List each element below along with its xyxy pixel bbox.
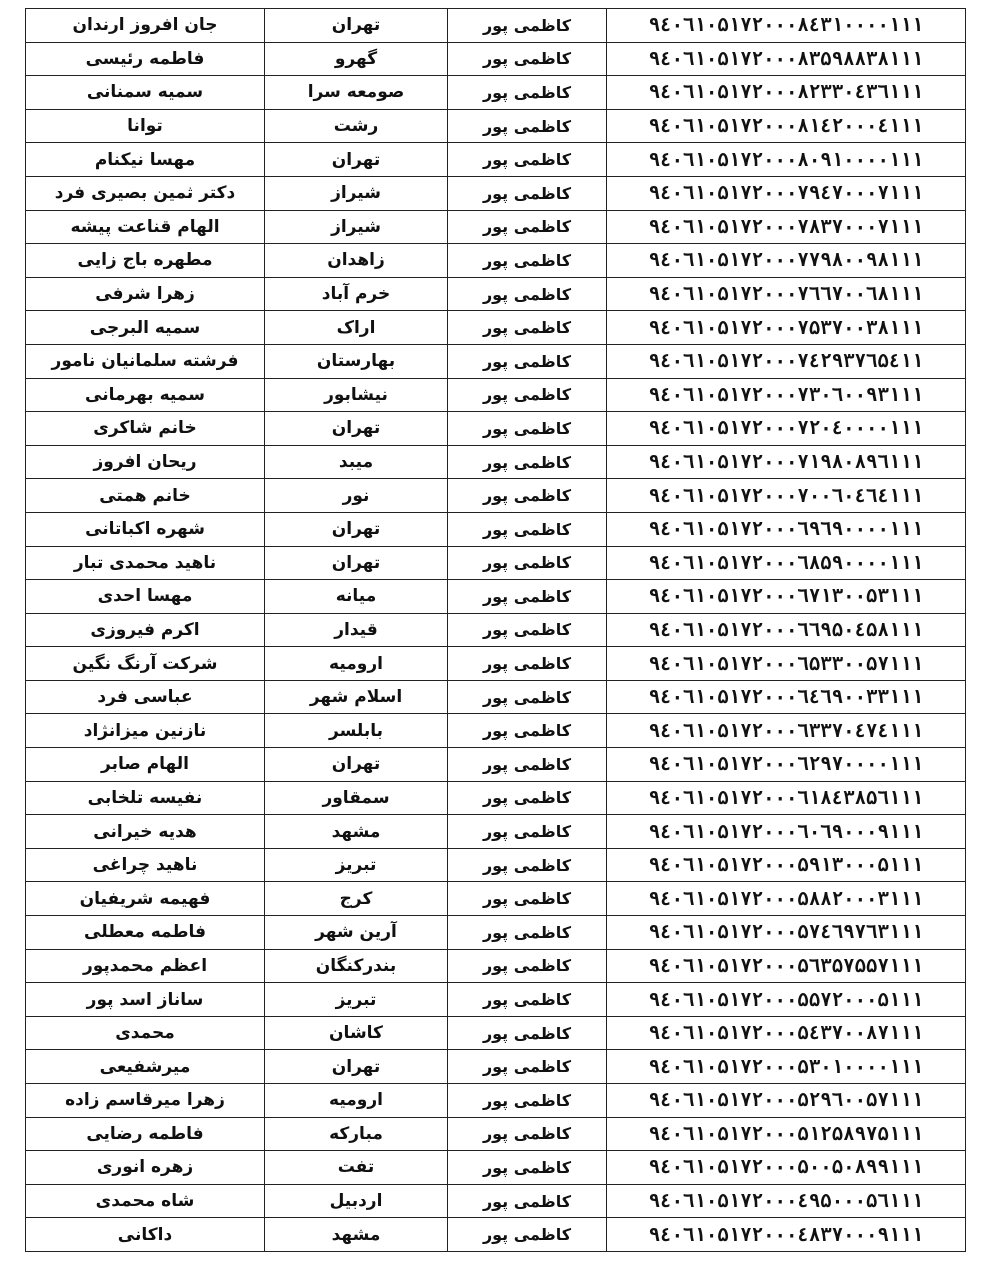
recipient-name-cell: هدیه خیرانی [26,815,265,849]
city-cell: قیدار [265,613,448,647]
shipment-table [25,8,966,1252]
city-cell: صومعه سرا [265,76,448,110]
recipient-name-cell: ریحان افروز [26,445,265,479]
sender-cell: کاظمی پور [448,781,607,815]
table-row [26,1050,966,1084]
city-cell: مبارکه [265,1117,448,1151]
city-cell: بندرکنگان [265,949,448,983]
city-cell: زاهدان [265,244,448,278]
tracking-code-cell: ۹٤۰٦۱۰۵۱۷۲۰۰۰۵۱۲۵۸۹۷۵۱۱۱ [607,1117,966,1151]
city-cell: سمقاور [265,781,448,815]
city-cell: نیشابور [265,378,448,412]
tracking-code-cell: ۹٤۰٦۱۰۵۱۷۲۰۰۰۷٦٦۷۰۰٦۸۱۱۱ [607,277,966,311]
table-row [26,714,966,748]
sender-cell: کاظمی پور [448,9,607,43]
table-row [26,848,966,882]
tracking-code-cell: ۹٤۰٦۱۰۵۱۷۲۰۰۰۸۱٤۲۰۰۰٤۱۱۱ [607,109,966,143]
sender-cell: کاظمی پور [448,613,607,647]
recipient-name-cell: دکتر ثمین بصیری فرد [26,176,265,210]
table-row [26,311,966,345]
sender-cell: کاظمی پور [448,109,607,143]
city-cell: آرین شهر [265,916,448,950]
tracking-code-cell: ۹٤۰٦۱۰۵۱۷۲۰۰۰٦۷۱۳۰۰۵۳۱۱۱ [607,580,966,614]
city-cell: میبد [265,445,448,479]
city-cell: ارومیه [265,1084,448,1118]
city-cell: میانه [265,580,448,614]
sender-cell: کاظمی پور [448,815,607,849]
table-row [26,1016,966,1050]
recipient-name-cell: توانا [26,109,265,143]
tracking-code-cell: ۹٤۰٦۱۰۵۱۷۲۰۰۰٦۵۳۳۰۰۵۷۱۱۱ [607,647,966,681]
city-cell: اسلام شهر [265,680,448,714]
sender-cell: کاظمی پور [448,344,607,378]
sender-cell: کاظمی پور [448,748,607,782]
table-row [26,580,966,614]
recipient-name-cell: سمیه بهرمانی [26,378,265,412]
tracking-code-cell: ۹٤۰٦۱۰۵۱۷۲۰۰۰۸٤۳۱۰۰۰۰۱۱۱ [607,9,966,43]
table-row [26,781,966,815]
city-cell: مشهد [265,815,448,849]
sender-cell: کاظمی پور [448,949,607,983]
table-row [26,244,966,278]
city-cell: بابلسر [265,714,448,748]
sender-cell: کاظمی پور [448,445,607,479]
tracking-code-cell: ۹٤۰٦۱۰۵۱۷۲۰۰۰۵۰۰۵۰۸۹۹۱۱۱ [607,1151,966,1185]
table-row [26,1117,966,1151]
table-row [26,445,966,479]
table-row [26,344,966,378]
city-cell: تفت [265,1151,448,1185]
table-row [26,378,966,412]
recipient-name-cell: داکانی [26,1218,265,1252]
sender-cell: کاظمی پور [448,42,607,76]
tracking-code-cell: ۹٤۰٦۱۰۵۱۷۲۰۰۰۷۲۰٤۰۰۰۰۱۱۱ [607,412,966,446]
tracking-code-cell: ۹٤۰٦۱۰۵۱۷۲۰۰۰۵٦۳۵۷۵۵۷۱۱۱ [607,949,966,983]
tracking-code-cell: ۹٤۰٦۱۰۵۱۷۲۰۰۰۵۷٤٦۹۷٦۳۱۱۱ [607,916,966,950]
sender-cell: کاظمی پور [448,916,607,950]
table-row [26,613,966,647]
recipient-name-cell: مطهره باج زایی [26,244,265,278]
tracking-code-cell: ۹٤۰٦۱۰۵۱۷۲۰۰۰۵۸۸۲۰۰۰۳۱۱۱ [607,882,966,916]
city-cell: تهران [265,512,448,546]
table-row [26,546,966,580]
table-row [26,680,966,714]
tracking-code-cell: ۹٤۰٦۱۰۵۱۷۲۰۰۰٦٦۹۵۰٤۵۸۱۱۱ [607,613,966,647]
table-row [26,916,966,950]
sender-cell: کاظمی پور [448,546,607,580]
table-row [26,210,966,244]
sender-cell: کاظمی پور [448,1218,607,1252]
tracking-code-cell: ۹٤۰٦۱۰۵۱۷۲۰۰۰٦٤٦۹۰۰۳۳۱۱۱ [607,680,966,714]
sender-cell: کاظمی پور [448,244,607,278]
city-cell: بهارستان [265,344,448,378]
recipient-name-cell: عباسی فرد [26,680,265,714]
recipient-name-cell: جان افروز ارندان [26,9,265,43]
recipient-name-cell: فاطمه معطلی [26,916,265,950]
recipient-name-cell: شرکت آرنگ نگین [26,647,265,681]
sender-cell: کاظمی پور [448,680,607,714]
tracking-code-cell: ۹٤۰٦۱۰۵۱۷۲۰۰۰۷۵۳۷۰۰۳۸۱۱۱ [607,311,966,345]
sender-cell: کاظمی پور [448,1184,607,1218]
city-cell: تبریز [265,983,448,1017]
city-cell: شیراز [265,176,448,210]
recipient-name-cell: الهام قناعت پیشه [26,210,265,244]
recipient-name-cell: شاه محمدی [26,1184,265,1218]
tracking-code-cell: ۹٤۰٦۱۰۵۱۷۲۰۰۰۷۹٤۷۰۰۰۷۱۱۱ [607,176,966,210]
sender-cell: کاظمی پور [448,580,607,614]
recipient-name-cell: ساناز اسد پور [26,983,265,1017]
city-cell: کرج [265,882,448,916]
tracking-code-cell: ۹٤۰٦۱۰۵۱۷۲۰۰۰۷۸۳۷۰۰۰۷۱۱۱ [607,210,966,244]
city-cell: تبریز [265,848,448,882]
recipient-name-cell: نازنین میزانژاد [26,714,265,748]
sender-cell: کاظمی پور [448,76,607,110]
table-row [26,748,966,782]
table-row [26,815,966,849]
sender-cell: کاظمی پور [448,882,607,916]
shipment-table-body [26,9,966,1252]
tracking-code-cell: ۹٤۰٦۱۰۵۱۷۲۰۰۰۷۷۹۸۰۰۹۸۱۱۱ [607,244,966,278]
recipient-name-cell: فاطمه رئیسی [26,42,265,76]
table-row [26,42,966,76]
tracking-code-cell: ۹٤۰٦۱۰۵۱۷۲۰۰۰٦۱۸٤۳۸۵٦۱۱۱ [607,781,966,815]
sender-cell: کاظمی پور [448,210,607,244]
recipient-name-cell: فرشته سلمانیان نامور [26,344,265,378]
tracking-code-cell: ۹٤۰٦۱۰۵۱۷۲۰۰۰۸۲۳۳۰٤۳٦۱۱۱ [607,76,966,110]
table-row [26,143,966,177]
city-cell: رشت [265,109,448,143]
tracking-code-cell: ۹٤۰٦۱۰۵۱۷۲۰۰۰٦۰٦۹۰۰۰۹۱۱۱ [607,815,966,849]
recipient-name-cell: اعظم محمدپور [26,949,265,983]
recipient-name-cell: ناهید چراغی [26,848,265,882]
recipient-name-cell: مهسا نیکنام [26,143,265,177]
sender-cell: کاظمی پور [448,1050,607,1084]
tracking-code-cell: ۹٤۰٦۱۰۵۱۷۲۰۰۰٤۹۵۰۰۰۵٦۱۱۱ [607,1184,966,1218]
recipient-name-cell: نفیسه تلخابی [26,781,265,815]
table-row [26,412,966,446]
sender-cell: کاظمی پور [448,983,607,1017]
sender-cell: کاظمی پور [448,176,607,210]
tracking-code-cell: ۹٤۰٦۱۰۵۱۷۲۰۰۰۷۱۹۸۰۸۹٦۱۱۱ [607,445,966,479]
city-cell: تهران [265,143,448,177]
tracking-code-cell: ۹٤۰٦۱۰۵۱۷۲۰۰۰٤۸۳۷۰۰۰۹۱۱۱ [607,1218,966,1252]
recipient-name-cell: فهیمه شریفیان [26,882,265,916]
recipient-name-cell: فاطمه رضایی [26,1117,265,1151]
table-row [26,1184,966,1218]
tracking-code-cell: ۹٤۰٦۱۰۵۱۷۲۰۰۰٦۸۵۹۰۰۰۰۱۱۱ [607,546,966,580]
sender-cell: کاظمی پور [448,277,607,311]
table-row [26,882,966,916]
tracking-code-cell: ۹٤۰٦۱۰۵۱۷۲۰۰۰۵۵۷۲۰۰۰۵۱۱۱ [607,983,966,1017]
sender-cell: کاظمی پور [448,378,607,412]
table-row [26,9,966,43]
tracking-code-cell: ۹٤۰٦۱۰۵۱۷۲۰۰۰۵٤۳۷۰۰۸۷۱۱۱ [607,1016,966,1050]
city-cell: شیراز [265,210,448,244]
tracking-code-cell: ۹٤۰٦۱۰۵۱۷۲۰۰۰٦۹٦۹۰۰۰۰۱۱۱ [607,512,966,546]
recipient-name-cell: مهسا احدی [26,580,265,614]
recipient-name-cell: زهره انوری [26,1151,265,1185]
table-row [26,176,966,210]
recipient-name-cell: شهره اکباتانی [26,512,265,546]
city-cell: تهران [265,546,448,580]
recipient-name-cell: اکرم فیروزی [26,613,265,647]
city-cell: اردبیل [265,1184,448,1218]
tracking-code-cell: ۹٤۰٦۱۰۵۱۷۲۰۰۰۵۳۰۱۰۰۰۰۱۱۱ [607,1050,966,1084]
recipient-name-cell: زهرا میرقاسم زاده [26,1084,265,1118]
tracking-code-cell: ۹٤۰٦۱۰۵۱۷۲۰۰۰۸۳۵۹۸۸۳۸۱۱۱ [607,42,966,76]
city-cell: ارومیه [265,647,448,681]
tracking-code-cell: ۹٤۰٦۱۰۵۱۷۲۰۰۰۸۰۹۱۰۰۰۰۱۱۱ [607,143,966,177]
sender-cell: کاظمی پور [448,512,607,546]
table-row [26,512,966,546]
sender-cell: کاظمی پور [448,1016,607,1050]
sender-cell: کاظمی پور [448,143,607,177]
city-cell: خرم آباد [265,277,448,311]
table-row [26,1084,966,1118]
tracking-code-cell: ۹٤۰٦۱۰۵۱۷۲۰۰۰۷۰۰٦۰٤٦٤۱۱۱ [607,479,966,513]
city-cell: مشهد [265,1218,448,1252]
city-cell: اراک [265,311,448,345]
recipient-name-cell: زهرا شرفی [26,277,265,311]
tracking-code-cell: ۹٤۰٦۱۰۵۱۷۲۰۰۰۵۲۹٦۰۰۵۷۱۱۱ [607,1084,966,1118]
sender-cell: کاظمی پور [448,714,607,748]
city-cell: گهرو [265,42,448,76]
table-row [26,647,966,681]
table-row [26,109,966,143]
city-cell: تهران [265,412,448,446]
tracking-code-cell: ۹٤۰٦۱۰۵۱۷۲۰۰۰۷۳۰٦۰۰۹۳۱۱۱ [607,378,966,412]
city-cell: تهران [265,1050,448,1084]
recipient-name-cell: سمیه البرجی [26,311,265,345]
sender-cell: کاظمی پور [448,1117,607,1151]
city-cell: تهران [265,9,448,43]
tracking-code-cell: ۹٤۰٦۱۰۵۱۷۲۰۰۰٦۲۹۷۰۰۰۰۱۱۱ [607,748,966,782]
city-cell: کاشان [265,1016,448,1050]
sender-cell: کاظمی پور [448,412,607,446]
city-cell: نور [265,479,448,513]
table-row [26,479,966,513]
city-cell: تهران [265,748,448,782]
sender-cell: کاظمی پور [448,1151,607,1185]
recipient-name-cell: میرشفیعی [26,1050,265,1084]
table-row [26,1151,966,1185]
table-row [26,1218,966,1252]
table-row [26,76,966,110]
sender-cell: کاظمی پور [448,1084,607,1118]
recipient-name-cell: خانم همتی [26,479,265,513]
tracking-code-cell: ۹٤۰٦۱۰۵۱۷۲۰۰۰۵۹۱۳۰۰۰۵۱۱۱ [607,848,966,882]
sender-cell: کاظمی پور [448,647,607,681]
recipient-name-cell: محمدی [26,1016,265,1050]
recipient-name-cell: خانم شاکری [26,412,265,446]
recipient-name-cell: ناهید محمدی تبار [26,546,265,580]
recipient-name-cell: سمیه سمنانی [26,76,265,110]
table-row [26,949,966,983]
sender-cell: کاظمی پور [448,311,607,345]
tracking-code-cell: ۹٤۰٦۱۰۵۱۷۲۰۰۰٦۳۳۷۰٤۷٤۱۱۱ [607,714,966,748]
sender-cell: کاظمی پور [448,479,607,513]
tracking-code-cell: ۹٤۰٦۱۰۵۱۷۲۰۰۰۷٤۲۹۳۷٦۵٤۱۱ [607,344,966,378]
sender-cell: کاظمی پور [448,848,607,882]
table-row [26,277,966,311]
recipient-name-cell: الهام صابر [26,748,265,782]
table-row [26,983,966,1017]
